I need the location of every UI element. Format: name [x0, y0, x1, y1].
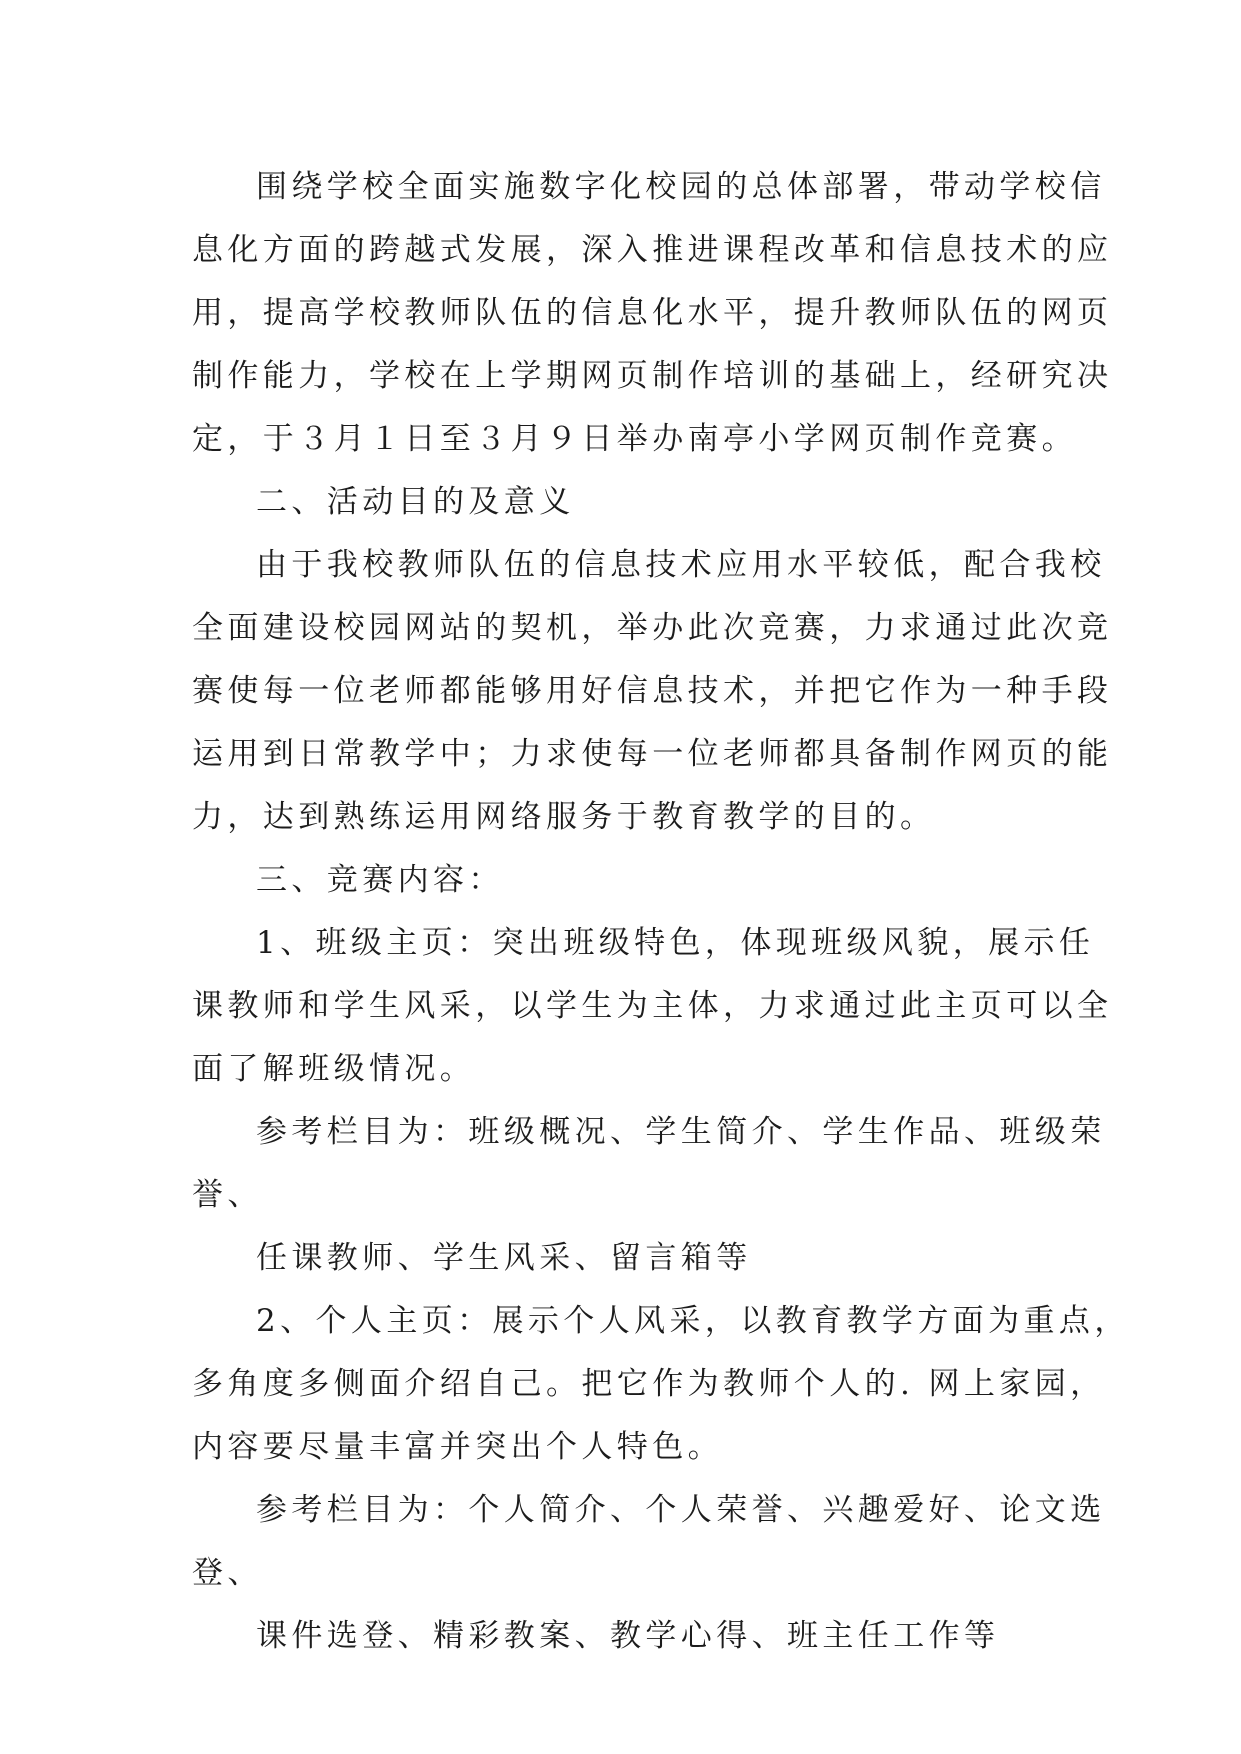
- paragraph-line: 登、: [192, 1555, 263, 1591]
- paragraph-line: 参考栏目为：班级概况、学生简介、学生作品、班级荣: [256, 1114, 1106, 1150]
- paragraph-line: 任课教师、学生风采、留言箱等: [256, 1240, 752, 1276]
- paragraph-line: 力，达到熟练运用网络服务于教育教学的目的。: [192, 799, 936, 835]
- paragraph-line: 课教师和学生风采，以学生为主体，力求通过此主页可以全: [192, 988, 1113, 1024]
- paragraph-line: 全面建设校园网站的契机，举办此次竞赛，力求通过此次竞: [192, 610, 1113, 646]
- paragraph-line: 内容要尽量丰富并突出个人特色。: [192, 1429, 723, 1465]
- paragraph-line: 参考栏目为：个人简介、个人荣誉、兴趣爱好、论文选: [256, 1492, 1106, 1528]
- section-heading: 三、竞赛内容：: [256, 862, 504, 898]
- paragraph-line: 息化方面的跨越式发展，深入推进课程改革和信息技术的应: [192, 232, 1113, 268]
- section-heading: 二、活动目的及意义: [256, 484, 575, 520]
- paragraph-line: 运用到日常教学中；力求使每一位老师都具备制作网页的能: [192, 736, 1113, 772]
- paragraph-line: 2、个人主页：展示个人风采，以教育教学方面为重点，: [256, 1303, 1130, 1339]
- paragraph-line: 面了解班级情况。: [192, 1051, 476, 1087]
- paragraph-line: 誉、: [192, 1177, 263, 1213]
- paragraph-line: 赛使每一位老师都能够用好信息技术，并把它作为一种手段: [192, 673, 1113, 709]
- paragraph-line: 由于我校教师队伍的信息技术应用水平较低，配合我校: [256, 547, 1106, 583]
- paragraph-line: 课件选登、精彩教案、教学心得、班主任工作等: [256, 1618, 1000, 1654]
- paragraph-line: 多角度多侧面介绍自己。把它作为教师个人的. 网上家园，: [192, 1366, 1106, 1402]
- paragraph-line: 用，提高学校教师队伍的信息化水平，提升教师队伍的网页: [192, 295, 1113, 331]
- paragraph-line: 1、班级主页：突出班级特色，体现班级风貌，展示任: [256, 925, 1095, 961]
- paragraph-line: 围绕学校全面实施数字化校园的总体部署，带动学校信: [256, 169, 1106, 205]
- paragraph-line: 制作能力，学校在上学期网页制作培训的基础上，经研究决: [192, 358, 1113, 394]
- paragraph-line: 定，于３月１日至３月９日举办南亭小学网页制作竞赛。: [192, 421, 1077, 457]
